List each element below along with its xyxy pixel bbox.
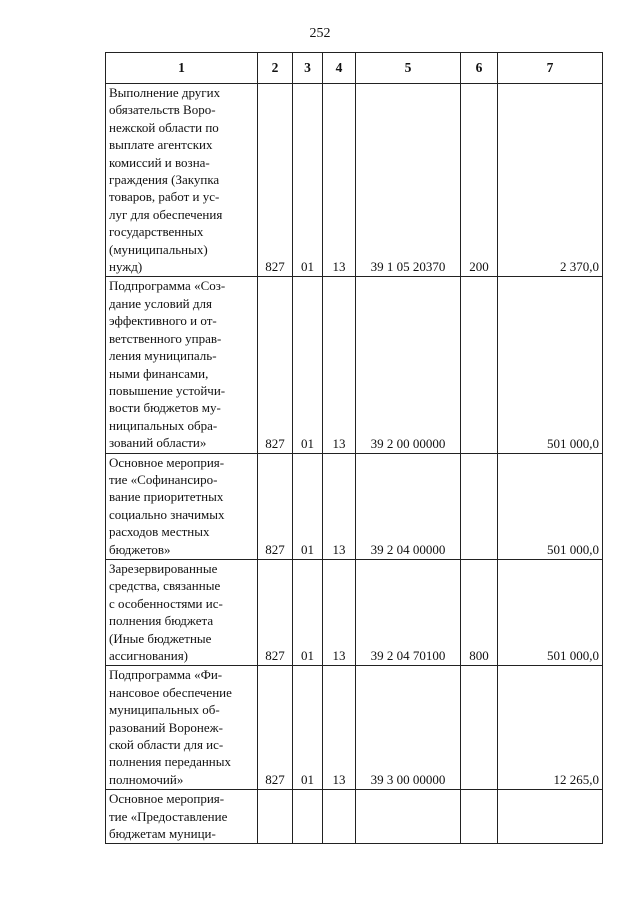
subsection-code: 13 <box>323 666 356 790</box>
expense-type-code <box>461 453 498 559</box>
description-line: зований области» <box>109 435 207 451</box>
row-description <box>106 453 258 559</box>
section-code: 01 <box>293 84 323 277</box>
target-article-code: 39 2 04 00000 <box>356 453 461 559</box>
table-row <box>106 790 603 844</box>
target-article-code: 39 3 00 00000 <box>356 666 461 790</box>
subsection-code: 13 <box>323 559 356 665</box>
table-row <box>106 277 603 453</box>
column-header: 7 <box>498 53 603 84</box>
description-line: разований Воронеж- <box>109 719 223 735</box>
target-article-code <box>356 790 461 844</box>
description-line: комиссий и возна- <box>109 154 210 170</box>
description-line: Основное мероприя- <box>109 454 225 470</box>
description-line: нужд) <box>109 259 143 275</box>
description-line: ассигнования) <box>109 648 189 663</box>
table-row <box>106 453 603 559</box>
description-line: полнения бюджета <box>109 613 214 629</box>
description-line: вости бюджетов му- <box>109 400 221 416</box>
section-code: 01 <box>293 559 323 665</box>
subsection-code: 13 <box>323 277 356 453</box>
description-line: Зарезервированные <box>109 560 218 576</box>
description-line: дание условий для <box>109 295 212 311</box>
column-header: 5 <box>356 53 461 84</box>
description-line: бюджетам муници- <box>109 826 216 842</box>
row-description <box>106 790 258 844</box>
column-header: 1 <box>106 53 258 84</box>
amount: 2 370,0 <box>498 84 603 277</box>
description-line: (Иные бюджетные <box>109 630 212 646</box>
ministry-code: 827 <box>258 666 293 790</box>
section-code: 01 <box>293 453 323 559</box>
ministry-code: 827 <box>258 453 293 559</box>
expense-type-code: 200 <box>461 84 498 277</box>
ministry-code <box>258 790 293 844</box>
column-header: 6 <box>461 53 498 84</box>
ministry-code: 827 <box>258 277 293 453</box>
ministry-code: 827 <box>258 559 293 665</box>
description-line: граждения (Закупка <box>109 172 220 188</box>
table-row <box>106 559 603 665</box>
description-line: обязательств Воро- <box>109 102 216 118</box>
expense-type-code: 800 <box>461 559 498 665</box>
description-line: тие «Софинансиро- <box>109 471 218 487</box>
description-line: луг для обеспечения <box>109 206 223 222</box>
description-line: муниципальных об- <box>109 702 220 718</box>
amount: 501 000,0 <box>498 453 603 559</box>
description-line: Выполнение других <box>109 85 221 100</box>
row-description <box>106 666 258 790</box>
ministry-code: 827 <box>258 84 293 277</box>
target-article-code: 39 2 04 70100 <box>356 559 461 665</box>
column-header: 2 <box>258 53 293 84</box>
amount: 501 000,0 <box>498 559 603 665</box>
description-line: ления муниципаль- <box>109 348 217 364</box>
table-header-row <box>106 53 603 84</box>
description-line: с особенностями ис- <box>109 595 223 611</box>
description-line: товаров, работ и ус- <box>109 189 220 205</box>
amount: 501 000,0 <box>498 277 603 453</box>
description-line: эффективного и от- <box>109 313 217 329</box>
description-line: ниципальных обра- <box>109 417 218 433</box>
page-number: 252 <box>309 26 331 41</box>
expense-type-code <box>461 790 498 844</box>
description-line: повышение устойчи- <box>109 382 226 398</box>
description-line: вание приоритетных <box>109 489 224 505</box>
table-row <box>106 84 603 277</box>
budget-table <box>105 52 603 844</box>
description-line: социально значимых <box>109 506 225 522</box>
description-line: нансовое обеспечение <box>109 684 232 700</box>
table-row <box>106 666 603 790</box>
description-line: средства, связанные <box>109 578 221 594</box>
expense-type-code <box>461 666 498 790</box>
description-line: полномочий» <box>109 771 184 787</box>
description-line: ветственного управ- <box>109 330 222 346</box>
expense-type-code <box>461 277 498 453</box>
subsection-code: 13 <box>323 453 356 559</box>
section-code <box>293 790 323 844</box>
row-description <box>106 277 258 453</box>
section-code: 01 <box>293 666 323 790</box>
description-line: расходов местных <box>109 524 210 540</box>
target-article-code: 39 1 05 20370 <box>356 84 461 277</box>
description-line: бюджетов» <box>109 541 171 557</box>
description-line: нежской области по <box>109 119 219 135</box>
target-article-code: 39 2 00 00000 <box>356 277 461 453</box>
column-header: 3 <box>293 53 323 84</box>
description-line: ской области для ис- <box>109 737 224 753</box>
section-code: 01 <box>293 277 323 453</box>
description-line: ными финансами, <box>109 365 209 381</box>
description-line: тие «Предоставление <box>109 808 228 824</box>
description-line: Подпрограмма «Соз- <box>109 278 226 294</box>
amount <box>498 790 603 844</box>
description-line: Основное мероприя- <box>109 791 225 807</box>
row-description <box>106 84 258 277</box>
column-header: 4 <box>323 53 356 84</box>
subsection-code <box>323 790 356 844</box>
description-line: (муниципальных) <box>109 241 208 257</box>
description-line: Подпрограмма «Фи- <box>109 667 223 683</box>
description-line: государственных <box>109 224 204 240</box>
description-line: выплате агентских <box>109 137 213 153</box>
subsection-code: 13 <box>323 84 356 277</box>
description-line: полнения переданных <box>109 754 232 770</box>
row-description <box>106 559 258 665</box>
amount: 12 265,0 <box>498 666 603 790</box>
